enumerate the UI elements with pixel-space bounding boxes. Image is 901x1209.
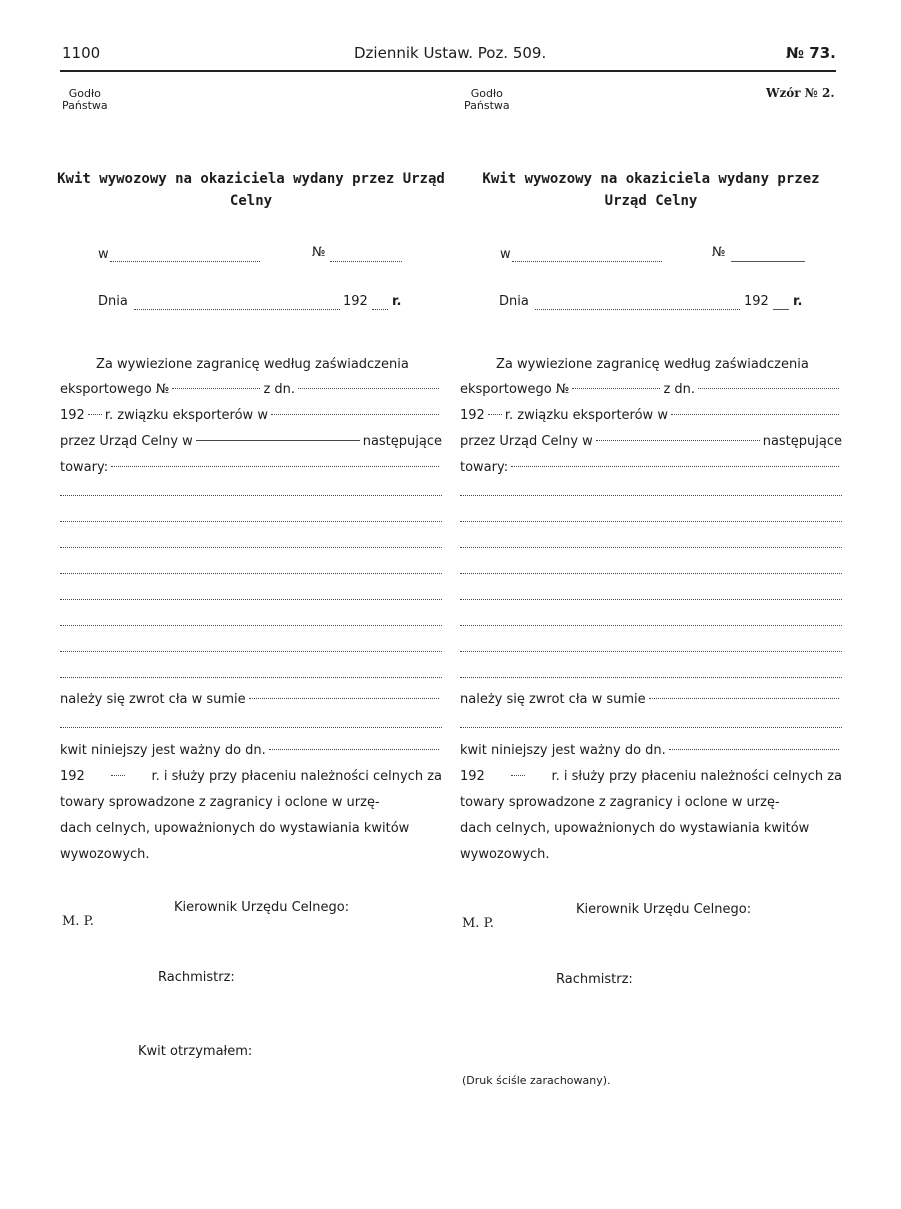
body-line-4 — [460, 434, 842, 449]
export-date-label: z dn. — [663, 382, 696, 397]
goods-line[interactable] — [60, 677, 442, 678]
number-label: № — [312, 245, 326, 260]
customs-office-label: przez Urząd Celny w — [60, 434, 193, 449]
customs-office-label: przez Urząd Celny w — [460, 434, 593, 449]
emblem-line1: Godło — [470, 87, 503, 100]
para-line-2: towary sprowadzone z zagranicy i oclone w urzę- — [60, 795, 380, 810]
refund-label: należy się zwrot cła w sumie — [460, 692, 646, 707]
goods-line[interactable] — [60, 573, 442, 574]
refund-line-2[interactable] — [460, 727, 842, 728]
goods-line[interactable] — [60, 495, 442, 496]
year-suffix: r. — [392, 294, 402, 309]
year-field[interactable] — [511, 775, 525, 776]
export-date-label: z dn. — [263, 382, 296, 397]
year-field[interactable] — [372, 309, 388, 310]
place-label: w — [500, 247, 511, 262]
export-number-field[interactable] — [172, 388, 260, 389]
date-field[interactable] — [535, 309, 740, 310]
export-date-field[interactable] — [298, 388, 439, 389]
exporters-union-label: r. związku eksporterów w — [504, 408, 668, 423]
place-label: w — [98, 247, 109, 262]
goods-field[interactable] — [511, 466, 839, 467]
para-line-1 — [460, 769, 842, 784]
goods-line[interactable] — [60, 521, 442, 522]
para-line-4: wywozowych. — [60, 847, 150, 862]
para-line-1 — [60, 769, 442, 784]
year-field[interactable] — [488, 414, 502, 415]
goods-line[interactable] — [460, 677, 842, 678]
year-prefix: 192 — [60, 408, 85, 423]
date-label: Dnia — [499, 294, 529, 309]
year-field[interactable] — [773, 309, 789, 310]
head-signature-label: Kierownik Urzędu Celnego: — [174, 900, 350, 915]
received-label: Kwit otrzymałem: — [138, 1044, 253, 1059]
goods-field[interactable] — [111, 466, 439, 467]
customs-office-field[interactable] — [196, 440, 360, 441]
number-field[interactable] — [731, 261, 805, 262]
customs-office-field[interactable] — [596, 440, 760, 441]
receipt-title: Kwit wywozowy na okaziciela wydany przez Urząd Celny — [482, 171, 820, 209]
head-signature-label: Kierownik Urzędu Celnego: — [576, 902, 752, 917]
emblem-label-left — [62, 88, 108, 112]
goods-line[interactable] — [60, 651, 442, 652]
exporters-union-field[interactable] — [671, 414, 839, 415]
place-field[interactable] — [512, 261, 662, 262]
goods-line[interactable] — [460, 599, 842, 600]
year-prefix: 192 — [343, 294, 368, 309]
valid-until-field[interactable] — [669, 749, 839, 750]
body-line-2 — [460, 382, 842, 397]
place-field[interactable] — [110, 261, 260, 262]
goods-line[interactable] — [60, 547, 442, 548]
emblem-line2: Państwa — [62, 99, 108, 112]
refund-line — [60, 692, 442, 707]
year-field[interactable] — [111, 775, 125, 776]
number-field[interactable] — [330, 261, 402, 262]
validity-line — [460, 743, 842, 758]
exporters-union-field[interactable] — [271, 414, 439, 415]
number-label: № — [712, 245, 726, 260]
page-number: 1100 — [62, 44, 101, 62]
goods-line[interactable] — [460, 547, 842, 548]
year-prefix: 192 — [460, 408, 485, 423]
year-suffix: r. — [793, 294, 803, 309]
year-prefix: 192 — [60, 769, 85, 784]
body-line-2 — [60, 382, 442, 397]
year-field[interactable] — [88, 414, 102, 415]
seal-label: M. P. — [462, 916, 494, 931]
goods-line[interactable] — [460, 495, 842, 496]
para-line-4: wywozowych. — [460, 847, 550, 862]
goods-label: towary: — [460, 460, 509, 475]
following-label: następujące — [362, 434, 442, 449]
body-line-3 — [60, 408, 442, 423]
body-line-3 — [460, 408, 842, 423]
year-prefix: 192 — [460, 769, 485, 784]
refund-label: należy się zwrot cła w sumie — [60, 692, 246, 707]
para-line-3: dach celnych, upoważnionych do wystawiania kwitów — [460, 821, 810, 836]
accountant-label: Rachmistrz: — [158, 970, 235, 985]
body-line-5 — [60, 460, 442, 475]
date-label: Dnia — [98, 294, 128, 309]
date-field[interactable] — [134, 309, 340, 310]
goods-label: towary: — [60, 460, 109, 475]
emblem-line1: Godło — [68, 87, 101, 100]
emblem-label-right — [464, 88, 510, 112]
goods-line[interactable] — [460, 573, 842, 574]
export-number-label: eksportowego № — [460, 382, 570, 397]
journal-title: Dziennik Ustaw. Poz. 509. — [354, 44, 547, 62]
header-rule — [60, 70, 836, 72]
issue-number: № 73. — [786, 44, 836, 62]
para-text: r. i służy przy płaceniu należności celnych za — [551, 769, 842, 784]
goods-line[interactable] — [460, 625, 842, 626]
goods-line[interactable] — [60, 625, 442, 626]
body-line-4 — [60, 434, 442, 449]
refund-line — [460, 692, 842, 707]
valid-until-label: kwit niniejszy jest ważny do dn. — [60, 743, 266, 758]
footnote: (Druk ściśle zarachowany). — [462, 1074, 611, 1087]
emblem-line2: Państwa — [464, 99, 510, 112]
body-line-1: Za wywiezione zagranicę według zaświadczenia — [496, 357, 809, 372]
goods-line[interactable] — [460, 521, 842, 522]
refund-field[interactable] — [249, 698, 439, 699]
validity-line — [60, 743, 442, 758]
para-line-3: dach celnych, upoważnionych do wystawiania kwitów — [60, 821, 410, 836]
export-date-field[interactable] — [698, 388, 839, 389]
year-prefix: 192 — [744, 294, 769, 309]
following-label: następujące — [762, 434, 842, 449]
form-label: Wzór № 2. — [766, 86, 835, 100]
refund-field[interactable] — [649, 698, 839, 699]
refund-line-2[interactable] — [60, 727, 442, 728]
body-line-1: Za wywiezione zagranicę według zaświadczenia — [96, 357, 409, 372]
para-line-2: towary sprowadzone z zagranicy i oclone w urzę- — [460, 795, 780, 810]
receipt-title: Kwit wywozowy na okaziciela wydany przez Urząd Celny — [57, 171, 445, 209]
goods-line[interactable] — [460, 651, 842, 652]
para-text: r. i służy przy płaceniu należności celnych za — [151, 769, 442, 784]
goods-line[interactable] — [60, 599, 442, 600]
valid-until-label: kwit niniejszy jest ważny do dn. — [460, 743, 666, 758]
body-line-5 — [460, 460, 842, 475]
export-number-label: eksportowego № — [60, 382, 170, 397]
export-number-field[interactable] — [572, 388, 660, 389]
exporters-union-label: r. związku eksporterów w — [104, 408, 268, 423]
valid-until-field[interactable] — [269, 749, 439, 750]
seal-label: M. P. — [62, 914, 94, 929]
accountant-label: Rachmistrz: — [556, 972, 633, 987]
